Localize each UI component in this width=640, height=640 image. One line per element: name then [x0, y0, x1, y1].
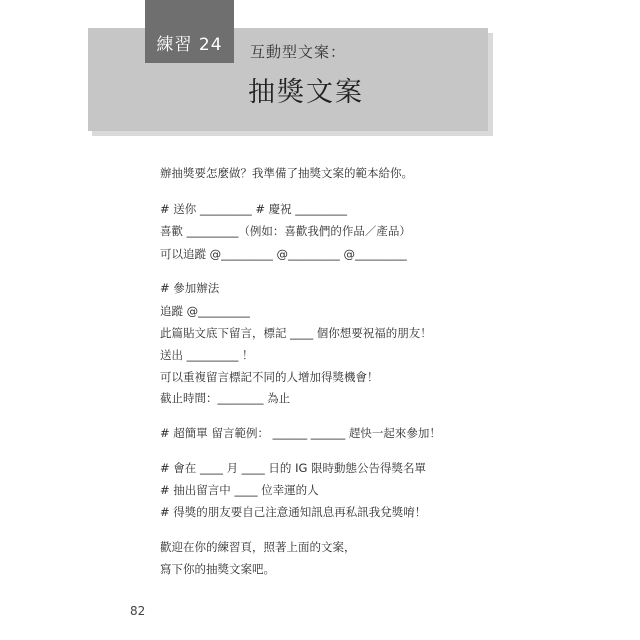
- template-line: 此篇貼文底下留言，標記 ____ 個你想要祝福的朋友！: [160, 326, 432, 340]
- template-line: # 送你 _________ # 慶祝 _________: [160, 202, 348, 216]
- template-line: 可以追蹤 @_________ @_________ @_________: [160, 247, 407, 261]
- template-line: 追蹤 @_________: [160, 304, 250, 318]
- header-subtitle: 互動型文案：: [250, 43, 347, 61]
- template-line: # 會在 ____ 月 ____ 日的 IG 限時動態公告得獎名單: [160, 461, 427, 475]
- template-line: 送出 _________ ！: [160, 348, 254, 362]
- closing-line: 寫下你的抽獎文案吧。: [160, 562, 275, 576]
- closing-line: 歡迎在你的練習頁，照著上面的文案，: [160, 540, 356, 554]
- template-line: 截止時間：________ 為止: [160, 391, 291, 405]
- template-line: # 抽出留言中 ____ 位幸運的人: [160, 483, 319, 497]
- intro-line: 辦抽獎要怎麼做？我準備了抽獎文案的範本給你。: [160, 166, 413, 180]
- template-line: # 超簡單 留言範例： ______ ______ 趕快一起來參加！: [160, 426, 441, 440]
- template-line: # 得獎的朋友要自己注意通知訊息再私訊我兌獎唷！: [160, 505, 427, 519]
- page-number: 82: [130, 604, 146, 618]
- template-line: # 參加辦法: [160, 281, 220, 295]
- template-line: 可以重複留言標記不同的人增加得獎機會！: [160, 370, 379, 384]
- template-line: 喜歡 _________（例如：喜歡我們的作品／產品）: [160, 224, 411, 238]
- exercise-tag: 練習 24: [145, 0, 234, 63]
- page-title: 抽獎文案: [248, 77, 364, 108]
